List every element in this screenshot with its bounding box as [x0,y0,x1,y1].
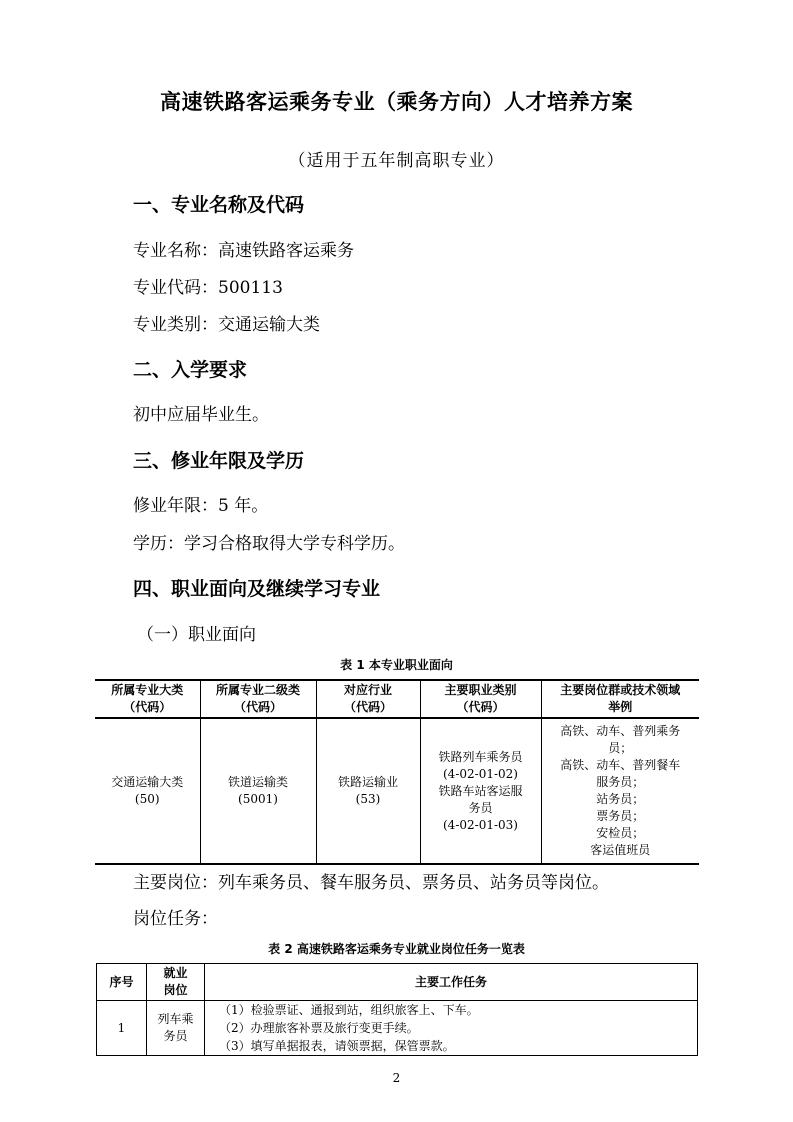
header-cell: 主要职业类别 （代码） [420,680,541,718]
header-cell: 就业 岗位 [147,964,205,1001]
table-header-row [95,680,699,718]
header-cell: 主要岗位群或技术领域 举例 [541,680,699,718]
study-years: 修业年限：5 年。 [133,496,269,516]
post-tasks-label: 岗位任务： [133,909,218,929]
header-cell: 所属专业大类 （代码） [95,680,200,718]
degree-text: 学历：学习合格取得大学专科学历。 [133,534,405,554]
admission-text: 初中应届毕业生。 [133,405,269,425]
table-cell: 高铁、动车、普列乘务 员； 高铁、动车、普列餐车 服务员； 站务员； 票务员； 安检员； 客运值班员 [541,718,699,864]
table-cell: 交通运输大类 (50) [95,718,200,864]
document-title: 高速铁路客运乘务专业（乘务方向）人才培养方案 [160,90,633,114]
main-posts-text: 主要岗位：列车乘务员、餐车服务员、票务员、站务员等岗位。 [133,873,609,893]
table2-caption: 表 2 高速铁路客运乘务专业就业岗位任务一览表 [268,942,525,956]
career-orientation-table [95,679,699,865]
header-cell: 序号 [97,964,147,1001]
table-cell: 铁路运输业 (53) [316,718,420,864]
header-cell: 所属专业二级类 （代码） [200,680,316,718]
section-heading-2: 二、入学要求 [133,359,248,381]
header-cell: 对应行业 （代码） [316,680,420,718]
table-cell: 1 [97,1001,147,1056]
header-cell: 主要工作任务 [205,964,698,1001]
page-number: 2 [392,1071,401,1085]
table-cell: （1）检验票证、通报到站，组织旅客上、下车。 （2）办理旅客补票及旅行变更手续。 （3）填写单据报表，请领票据，保管票款。 [205,1001,698,1056]
major-name: 专业名称：高速铁路客运乘务 [133,241,354,261]
job-tasks-table [96,963,698,1056]
table-header-row [97,964,698,1001]
table-cell: 列车乘 务员 [147,1001,205,1056]
table-cell: 铁道运输类 (5001) [200,718,316,864]
document-subtitle: （适用于五年制高职专业） [288,151,505,171]
major-code: 专业代码：500113 [133,278,283,298]
table-row [97,1001,698,1056]
table1-caption: 表 1 本专业职业面向 [340,658,453,672]
section-heading-4: 四、职业面向及继续学习专业 [133,578,381,600]
section-heading-3: 三、修业年限及学历 [133,450,305,472]
major-category: 专业类别：交通运输大类 [133,315,320,335]
subsection-heading: （一）职业面向 [137,625,256,645]
table-row [95,718,699,864]
table-cell: 铁路列车乘务员 (4-02-01-02) 铁路车站客运服 务员 (4-02-01-03) [420,718,541,864]
section-heading-1: 一、专业名称及代码 [133,194,305,216]
